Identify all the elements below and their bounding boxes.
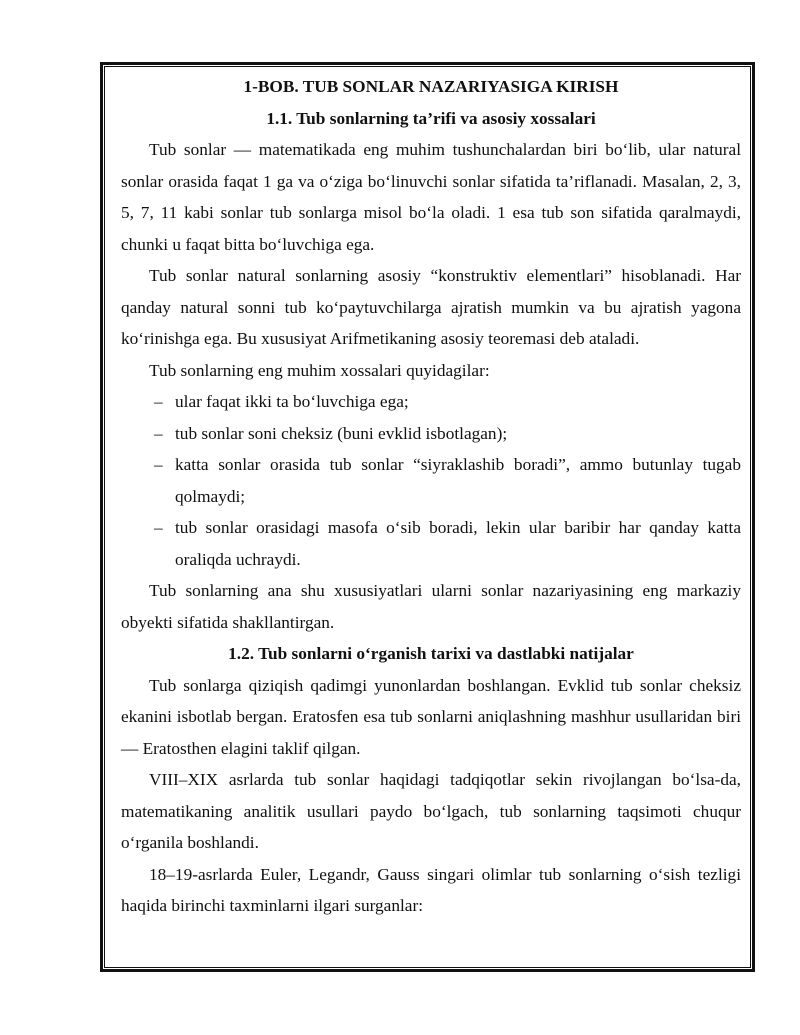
section-2-title: 1.2. Tub sonlarni o‘rganish tarixi va dastlabki natijalar	[228, 644, 634, 663]
document-body	[121, 71, 741, 922]
properties-list	[121, 386, 741, 575]
list-item-text: tub sonlar orasidagi masofa o‘sib boradi, lekin ular baribir har qanday katta oraliqda uchraydi.	[175, 518, 741, 569]
list-item-text: katta sonlar orasida tub sonlar “siyraklashib boradi”, ammo butunlay tugab qolmaydi;	[175, 455, 741, 506]
list-item-text: ular faqat ikki ta bo‘luvchiga ega;	[175, 392, 409, 411]
chapter-title: 1-BOB. TUB SONLAR NAZARIYASIGA KIRISH	[243, 77, 619, 96]
section-2-paragraph: Tub sonlarga qiziqish qadimgi yunonlardan boshlangan. Evklid tub sonlar cheksiz ekanini isbotlab bergan. Eratosfen esa tub sonlarni aniqlashning mashhur usullaridan biri — Eratosthen elagini taklif qilgan.	[121, 675, 741, 758]
section-1-closing: Tub sonlarning ana shu xususiyatlari ularni sonlar nazariyasining eng markaziy obyekti sifatida shakllantirgan.	[121, 581, 741, 632]
list-item	[121, 449, 741, 512]
list-dash-marker: –	[154, 392, 163, 411]
list-item-text: tub sonlar soni cheksiz (buni evklid isbotlagan);	[175, 423, 508, 443]
list-dash-marker: –	[154, 423, 163, 443]
section-2-paragraph: 18–19-asrlarda Euler, Legandr, Gauss singari olimlar tub sonlarning o‘sish tezligi haqida birinchi taxminlarni ilgari surganlar:	[121, 864, 741, 915]
list-dash-marker: –	[154, 455, 163, 474]
section-1-title: 1.1. Tub sonlarning ta’rifi va asosiy xossalari	[266, 108, 596, 128]
section-2-paragraph: VIII–XIX asrlarda tub sonlar haqidagi tadqiqotlar sekin rivojlangan bo‘lsa-da, matematikaning analitik usullari paydo bo‘lgach, tub sonlarning taqsimoti chuqur o‘rganila boshlandi.	[121, 770, 741, 852]
section-1-paragraph: Tub sonlarning eng muhim xossalari quyidagilar:	[149, 360, 490, 380]
list-item	[121, 418, 741, 450]
list-item	[121, 512, 741, 575]
list-item	[121, 386, 741, 418]
list-dash-marker: –	[154, 518, 163, 537]
section-1-paragraph: Tub sonlar — matematikada eng muhim tushunchalardan biri bo‘lib, ular natural sonlar orasida faqat 1 ga va o‘ziga bo‘linuvchi sonlar sifatida ta’riflanadi. Masalan, 2, 3, 5, 7, 11 kabi sonlar tub sonlarga misol bo‘la oladi. 1 esa tub son sifatida qaralmaydi, chunki u faqat bitta bo‘luvchiga ega.	[121, 140, 741, 254]
section-1-paragraph: Tub sonlar natural sonlarning asosiy “konstruktiv elementlari” hisoblanadi. Har qanday natural sonni tub ko‘paytuvchilarga ajratish mumkin va bu ajratish yagona ko‘rinishga ega. Bu xususiyat Arifmetikaning asosiy teoremasi deb ataladi.	[121, 266, 741, 348]
